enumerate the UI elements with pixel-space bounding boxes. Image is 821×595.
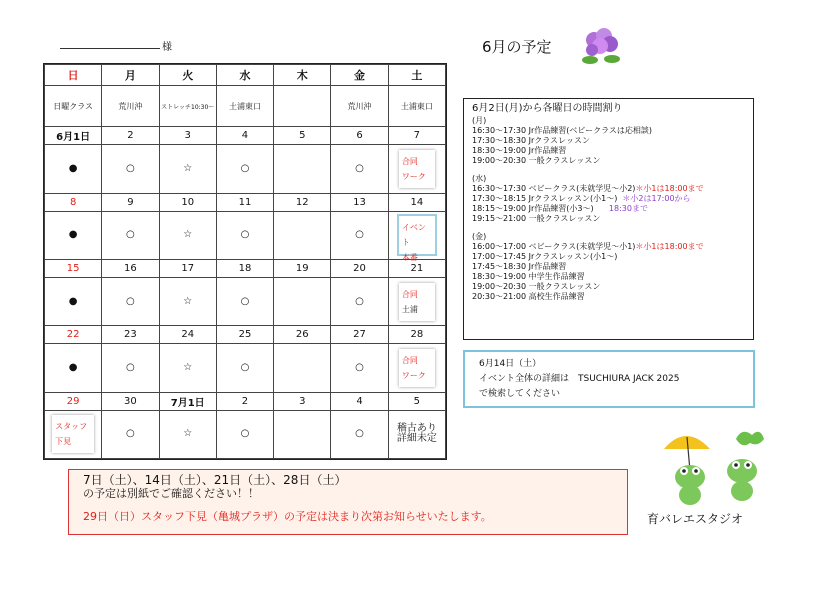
date-cell: 27 (331, 326, 388, 344)
date-cell: 28 (388, 326, 445, 344)
circle-mark: ○ (331, 410, 388, 458)
event-date: 6月14日（土） (479, 359, 542, 369)
class-tue: ストレッチ10:30～ (159, 86, 216, 127)
monday-label: (月) (472, 116, 487, 125)
event-info-box (463, 350, 755, 408)
weekday-thu: 木 (274, 65, 331, 86)
notice-box (68, 469, 628, 535)
weekday-sat: 土 (388, 65, 445, 86)
schedule-line: 17:00～17:45 Jrクラスレッスン(小1～) (472, 252, 618, 261)
schedule-line: 18:30～19:00 中学生作品練習 (472, 272, 585, 281)
class-thu (274, 86, 331, 127)
note-line: スタッフ (55, 422, 88, 432)
date-cell: 16 (102, 259, 159, 277)
sat-note-cell (388, 211, 445, 263)
date-cell: 20 (331, 259, 388, 277)
schedule-text: 16:30～17:30 ベビークラス(未就学児～小2) (472, 184, 636, 193)
date-cell: 29 (45, 392, 102, 410)
date-cell: 18 (216, 259, 273, 277)
date-cell: 30 (102, 392, 159, 410)
date-cell: 4 (216, 127, 273, 145)
schedule-line: 19:00～20:30 一般クラスレッスン (472, 156, 601, 165)
circle-mark: ○ (216, 344, 273, 392)
empty-mark (274, 410, 331, 458)
star-mark: ☆ (159, 211, 216, 259)
date-cell: 23 (102, 326, 159, 344)
date-cell: 6 (331, 127, 388, 145)
class-sun: 日曜クラス (45, 86, 102, 127)
empty-mark (274, 211, 331, 259)
filled-circle-mark: ● (45, 211, 102, 259)
date-cell: 3 (159, 127, 216, 145)
date-cell: 4 (331, 392, 388, 410)
filled-circle-mark: ● (45, 145, 102, 193)
circle-mark: ○ (216, 278, 273, 326)
sat-note-cell (388, 344, 445, 392)
date-cell: 13 (331, 193, 388, 211)
schedule-line: 16:30～17:30 Jr作品練習(ベビークラスは応相談) (472, 126, 652, 135)
date-cell: 14 (388, 193, 445, 211)
schedule-text: 18:15～19:00 Jr作品練習(小3～) (472, 204, 594, 213)
star-mark: ☆ (159, 410, 216, 458)
friday-label: (金) (472, 232, 487, 241)
note-line: 合同 (401, 355, 418, 365)
weekday-fri: 金 (331, 65, 388, 86)
date-cell: 2 (216, 392, 273, 410)
date-cell: 5 (388, 392, 445, 410)
schedule-note: ＊小2は17:00から (622, 194, 691, 203)
circle-mark: ○ (331, 211, 388, 259)
weekday-sun: 日 (45, 65, 102, 86)
star-mark: ☆ (159, 344, 216, 392)
sat-note-cell (388, 410, 445, 458)
sat-note (399, 349, 435, 387)
note-line: 合同 (401, 156, 418, 166)
note-line: イベント (401, 223, 426, 248)
circle-mark: ○ (102, 344, 159, 392)
circle-mark: ○ (331, 145, 388, 193)
frogs-umbrella-icon (660, 425, 770, 505)
note-line: 土浦 (401, 304, 418, 314)
schedule-line: 18:30～19:00 Jr作品練習 (472, 146, 567, 155)
notice-line: 7日（土）、14日（土）、21日（土）、28日（土） (83, 473, 347, 487)
date-cell: 2 (102, 127, 159, 145)
schedule-text: 17:30～18:15 Jrクラスレッスン(小1～) (472, 194, 618, 203)
sat-note-cell (388, 278, 445, 326)
date-cell: 9 (102, 193, 159, 211)
schedule-note: 18:30まで (608, 204, 648, 213)
calendar (43, 63, 447, 460)
weekly-schedule-box (463, 98, 754, 340)
circle-mark: ○ (331, 344, 388, 392)
event-line: イベント全体の詳細は TSUCHIURA JACK 2025 (479, 374, 680, 384)
date-cell: 10 (159, 193, 216, 211)
hydrangea-icon (580, 26, 624, 66)
weekday-tue: 火 (159, 65, 216, 86)
sat-note-cell (388, 145, 445, 193)
class-sat: 土浦東口 (388, 86, 445, 127)
date-cell: 8 (45, 193, 102, 211)
schedule-line (472, 204, 745, 214)
note-line: 本番 (401, 253, 418, 263)
class-wed: 土浦東口 (216, 86, 273, 127)
date-cell: 7月1日 (159, 392, 216, 410)
schedule-line: 17:45～18:30 Jr作品練習 (472, 262, 567, 271)
date-cell: 5 (274, 127, 331, 145)
date-cell: 21 (388, 259, 445, 277)
date-cell: 15 (45, 259, 102, 277)
note-line: 下見 (55, 437, 72, 447)
empty-mark (274, 145, 331, 193)
date-cell: 7 (388, 127, 445, 145)
date-cell: 17 (159, 259, 216, 277)
date-cell: 6月1日 (45, 127, 102, 145)
empty-mark (274, 344, 331, 392)
sat-note (399, 150, 435, 188)
circle-mark: ○ (102, 410, 159, 458)
notice-line: 29日（日）スタッフ下見（亀城プラザ）の予定は決まり次第お知らせいたします。 (83, 510, 492, 523)
schedule-line: 19:15～21:00 一般クラスレッスン (472, 214, 601, 223)
schedule-line: 17:30～18:30 Jrクラスレッスン (472, 136, 590, 145)
sat-note (399, 216, 435, 263)
circle-mark: ○ (216, 211, 273, 259)
schedule-line: 20:30～21:00 高校生作品練習 (472, 292, 585, 301)
star-mark: ☆ (159, 278, 216, 326)
class-mon: 荒川沖 (102, 86, 159, 127)
date-cell: 19 (274, 259, 331, 277)
wednesday-label: (水) (472, 174, 487, 183)
event-line: で検索してください (479, 389, 561, 399)
weekday-wed: 水 (216, 65, 273, 86)
class-fri: 荒川沖 (331, 86, 388, 127)
star-mark: ☆ (159, 145, 216, 193)
schedule-title: 6月2日(月)から各曜日の時間割り (472, 103, 623, 114)
schedule-line (472, 242, 745, 252)
schedule-line: 19:00～20:30 一般クラスレッスン (472, 282, 601, 291)
name-suffix: 様 (162, 42, 172, 53)
weekday-mon: 月 (102, 65, 159, 86)
date-cell: 26 (274, 326, 331, 344)
sun-note-cell (45, 410, 102, 458)
date-cell: 25 (216, 326, 273, 344)
sun-note (52, 415, 94, 453)
page-title: 6月の予定 (482, 38, 552, 56)
date-cell: 11 (216, 193, 273, 211)
circle-mark: ○ (331, 278, 388, 326)
circle-mark: ○ (216, 145, 273, 193)
date-cell: 24 (159, 326, 216, 344)
circle-mark: ○ (102, 145, 159, 193)
name-line (60, 36, 160, 49)
empty-mark (274, 278, 331, 326)
circle-mark: ○ (216, 410, 273, 458)
circle-mark: ○ (102, 278, 159, 326)
schedule-note: ＊小1は18:00まで (635, 184, 704, 193)
studio-name: 育バレエスタジオ (647, 512, 744, 526)
filled-circle-mark: ● (45, 278, 102, 326)
sat-note (399, 283, 435, 321)
note-line: ワーク (401, 370, 426, 380)
schedule-line (472, 184, 745, 194)
date-cell: 3 (274, 392, 331, 410)
note-line: 稽古あり (396, 423, 437, 435)
note-line: 詳細未定 (396, 433, 437, 445)
circle-mark: ○ (102, 211, 159, 259)
date-cell: 22 (45, 326, 102, 344)
date-cell: 12 (274, 193, 331, 211)
note-line: ワーク (401, 171, 426, 181)
notice-line: の予定は別紙でご確認ください！！ (83, 487, 259, 500)
filled-circle-mark: ● (45, 344, 102, 392)
schedule-note: ＊小1は18:00まで (635, 242, 704, 251)
note-line: 合同 (401, 289, 418, 299)
schedule-text: 16:00～17:00 ベビークラス(未就学児～小1) (472, 242, 636, 251)
schedule-line (472, 194, 745, 204)
